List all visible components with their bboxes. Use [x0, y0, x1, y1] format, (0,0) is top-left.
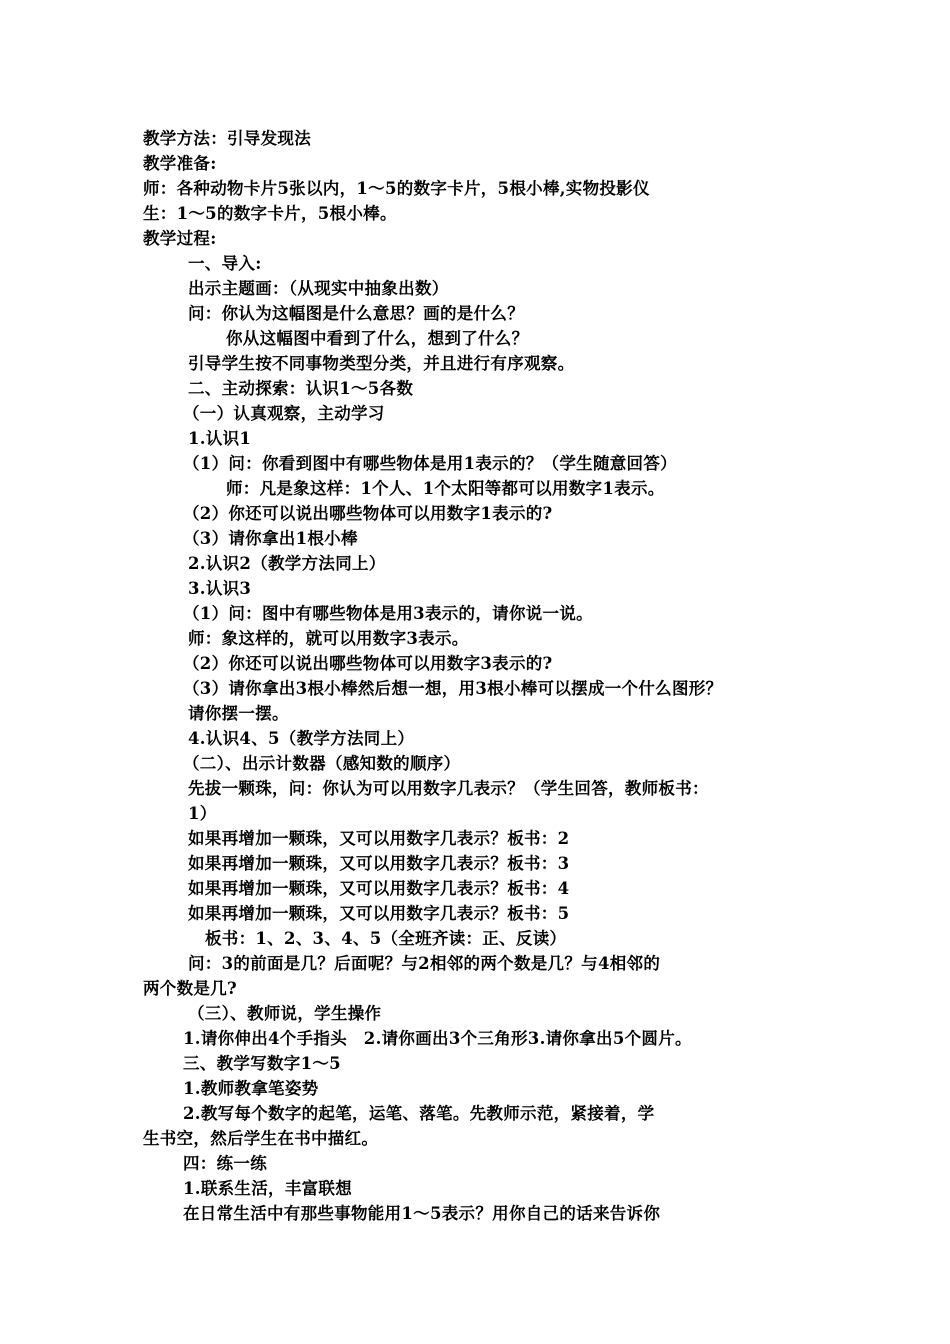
text-line: 师：各种动物卡片5张以内，1～5的数字卡片，5根小棒,实物投影仪 — [143, 179, 650, 198]
text-line: 教学方法：引导发现法 — [143, 129, 311, 148]
text-line: 1.请你伸出4个手指头 2.请你画出3个三角形3.请你拿出5个圆片。 — [183, 1029, 692, 1048]
text-line: 2.教写每个数字的起笔，运笔、落笔。先教师示范，紧接着，学 — [183, 1104, 655, 1123]
text-line: 板书：1、2、3、4、5（全班齐读：正、反读） — [205, 929, 567, 948]
text-line: 教学过程: — [143, 229, 217, 248]
text-line: 教学准备: — [143, 154, 217, 173]
text-line: （3）请你拿出1根小棒 — [183, 529, 358, 548]
text-line: 二、主动探索：认识1～5各数 — [188, 379, 414, 398]
text-line: 2.认识2（教学方法同上） — [188, 554, 386, 573]
text-line: 一、导入: — [188, 254, 262, 273]
text-line: 你从这幅图中看到了什么，想到了什么？ — [226, 329, 529, 348]
text-line: 生书空，然后学生在书中描红。 — [143, 1129, 379, 1148]
text-line: 如果再增加一颗珠，又可以用数字几表示？板书：3 — [188, 854, 570, 873]
text-line: 1.认识1 — [188, 429, 252, 448]
text-line: 1.教师教拿笔姿势 — [183, 1079, 319, 1098]
text-line: （1）问：你看到图中有哪些物体是用1表示的？（学生随意回答） — [183, 454, 677, 473]
text-line: 3.认识3 — [188, 579, 252, 598]
text-line: 在日常生活中有那些事物能用1～5表示？用你自己的话来告诉你 — [183, 1204, 661, 1223]
text-line: 两个数是几? — [143, 979, 237, 998]
text-line: 师：凡是象这样：1个人、1个太阳等都可以用数字1表示。 — [226, 479, 665, 498]
text-line: 三、教学写数字1～5 — [183, 1054, 341, 1073]
text-line: 出示主题画：（从现实中抽象出数） — [188, 279, 449, 298]
text-line: （1）问：图中有哪些物体是用3表示的，请你说一说。 — [183, 604, 593, 623]
text-line: （3）请你拿出3根小棒然后想一想，用3根小棒可以摆成一个什么图形？ — [183, 679, 723, 698]
text-line: 四：练一练 — [183, 1154, 267, 1173]
text-line: 4.认识4、5（教学方法同上） — [188, 729, 415, 748]
text-line: 如果再增加一颗珠，又可以用数字几表示？板书：2 — [188, 829, 570, 848]
text-line: 引导学生按不同事物类型分类，并且进行有序观察。 — [188, 354, 575, 373]
text-line: 生：1～5的数字卡片，5根小棒。 — [143, 204, 397, 223]
text-line: 1） — [188, 804, 217, 823]
text-line: 请你摆一摆。 — [188, 704, 289, 723]
text-line: （一）认真观察，主动学习 — [183, 404, 385, 423]
text-line: 如果再增加一颗珠，又可以用数字几表示？板书：4 — [188, 879, 570, 898]
text-line: （2）你还可以说出哪些物体可以用数字3表示的? — [183, 654, 553, 673]
text-line: 问：3的前面是几？后面呢？与2相邻的两个数是几？与4相邻的 — [188, 954, 661, 973]
text-line: （二）、出示计数器（感知数的顺序） — [183, 754, 461, 773]
text-line: （三）、教师说，学生操作 — [188, 1004, 382, 1023]
text-line: 师：象这样的，就可以用数字3表示。 — [188, 629, 469, 648]
text-line: 1.联系生活，丰富联想 — [183, 1179, 353, 1198]
text-line: 如果再增加一颗珠，又可以用数字几表示？板书：5 — [188, 904, 570, 923]
text-line: （2）你还可以说出哪些物体可以用数字1表示的? — [183, 504, 553, 523]
text-line: 先拔一颗珠，问：你认为可以用数字几表示？（学生回答，教师板书： — [188, 779, 709, 798]
text-line: 问：你认为这幅图是什么意思？画的是什么？ — [188, 304, 524, 323]
